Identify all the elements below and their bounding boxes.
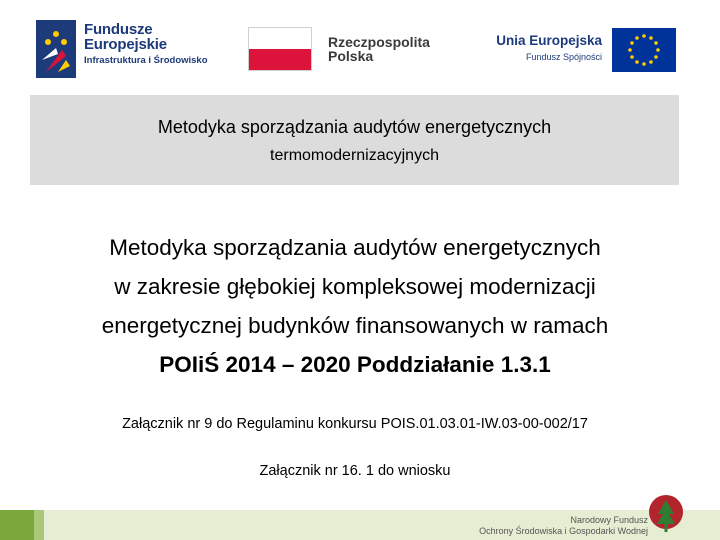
annex-regulation-text: Załącznik nr 9 do Regulaminu konkursu POIS.01.03.01-IW.03-00-002/17 xyxy=(122,416,588,432)
nfosigw-logo-text xyxy=(478,516,648,536)
fundusze-logo-line3: Infrastruktura i Środowisko xyxy=(84,55,208,66)
ue-logo-title: Unia Europejska xyxy=(496,33,602,48)
eu-flag-icon xyxy=(612,28,676,72)
main-title-line3: energetycznej budynków finansowanych w ramach xyxy=(101,313,609,338)
nfosigw-tree-icon xyxy=(648,494,684,536)
footer-green-strip xyxy=(34,510,44,540)
header-box xyxy=(30,95,679,185)
logo-bar xyxy=(0,0,720,90)
fundusze-logo-line1: Fundusze xyxy=(84,21,153,38)
fundusze-europejskie-icon xyxy=(36,20,76,78)
header-title-line1: Metodyka sporządzania audytów energetycznych xyxy=(157,117,552,137)
polish-flag-icon xyxy=(248,27,312,71)
main-title xyxy=(30,228,680,384)
fundusze-logo-line2: Europejskie xyxy=(84,36,167,53)
footer-green-square xyxy=(0,510,34,540)
rzeczpospolita-polska-logo xyxy=(248,27,448,73)
main-title-line2: w zakresie głębokiej kompleksowej modernizacji xyxy=(114,274,596,299)
unia-europejska-logo xyxy=(484,26,684,76)
rp-logo-line1: Rzeczpospolita xyxy=(328,34,430,50)
annex-application-text: Załącznik nr 16. 1 do wniosku xyxy=(259,463,451,479)
fundusze-europejskie-logo xyxy=(36,20,236,80)
nfosigw-line2: Ochrony Środowiska i Gospodarki Wodnej xyxy=(479,526,648,536)
main-title-line1: Metodyka sporządzania audytów energetycznych xyxy=(109,235,601,260)
main-title-line4: POIiŚ 2014 – 2020 Poddziałanie 1.3.1 xyxy=(159,352,551,377)
ue-logo-subtitle: Fundusz Spójności xyxy=(525,51,602,62)
header-title-line2: termomodernizacyjnych xyxy=(270,147,439,164)
nfosigw-line1: Narodowy Fundusz xyxy=(570,515,648,525)
footer-bar xyxy=(0,510,720,540)
rp-logo-line2: Polska xyxy=(328,48,374,64)
